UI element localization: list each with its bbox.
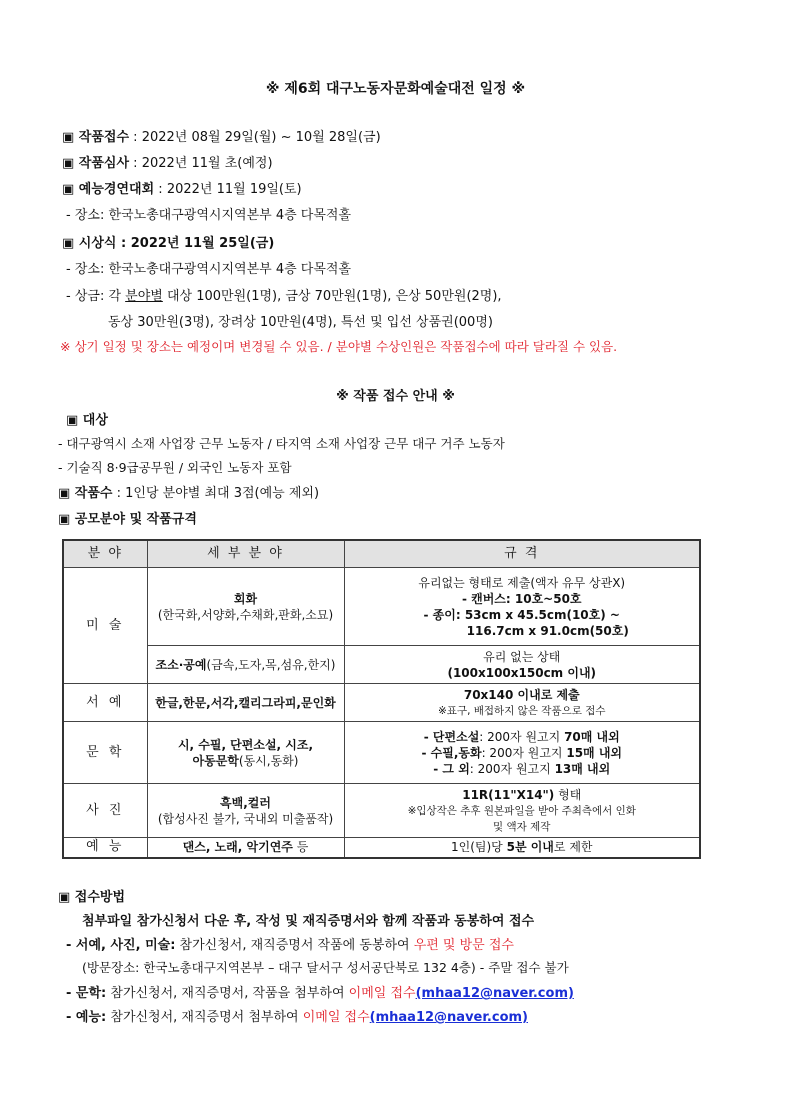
table-row [63, 568, 700, 646]
schedule-notice: ※ 상기 일정 및 장소는 예정이며 변경될 수 있음. / 분야별 수상인원은 작품접수에 따라 달라질 수 있음. [60, 339, 618, 354]
method-line4-label: - 예능: [66, 1010, 107, 1025]
detail-craft [147, 646, 344, 684]
spec-literature [344, 722, 700, 784]
photo-spec-2: ※입상작은 추후 원본파일을 받아 주최측에서 인화 [407, 804, 636, 817]
painting-name: 회화 [233, 591, 258, 606]
table-row [63, 646, 700, 684]
craft-spec-1: 유리 없는 상태 [483, 649, 561, 664]
performance-spec-a: 1인(팀)당 [451, 840, 507, 855]
detail-literature [147, 722, 344, 784]
schedule-receipt [62, 126, 381, 145]
method-line-4 [66, 1006, 528, 1025]
prize-line-1 [66, 285, 502, 304]
craft-name: 조소·공예 [155, 657, 207, 672]
award-place: - 장소: 한국노총대구광역시지역본부 4층 다목적홀 [66, 262, 352, 277]
spec-calligraphy [344, 684, 700, 722]
lit-spec-1b: : 200자 원고지 [479, 729, 565, 744]
header-category: 분 야 [63, 540, 147, 568]
prize-b: 분야별 [125, 289, 163, 304]
schedule-contest [62, 178, 302, 197]
lit-spec-3b: : 200자 원고지 [469, 761, 555, 776]
category-photo: 사 진 [63, 784, 147, 838]
literature-detail-1: 시, 수필, 단편소설, 시조, [177, 737, 314, 752]
category-calligraphy: 서 예 [63, 684, 147, 722]
lit-spec-2b: : 200자 원고지 [481, 745, 567, 760]
receipt-label: ▣ 작품접수 [62, 130, 130, 145]
review-label: ▣ 작품심사 [62, 156, 130, 171]
category-literature: 문 학 [63, 722, 147, 784]
detail-painting [147, 568, 344, 646]
method-line3-red: 이메일 접수 [348, 986, 416, 1001]
category-performance: 예 능 [63, 838, 147, 858]
detail-performance [147, 838, 344, 858]
table-row [63, 838, 700, 858]
photo-detail-2: (합성사진 불가, 국내외 미출품작) [157, 811, 334, 826]
detail-calligraphy: 한글,한문,서각,캘리그라피,문인화 [147, 684, 344, 722]
calligraphy-spec-2: ※표구, 배접하지 않은 작품으로 접수 [438, 704, 606, 717]
photo-spec-1b: 형태 [554, 787, 582, 802]
performance-spec-c: 로 제한 [553, 840, 593, 855]
count-value: : 1인당 분야별 최대 3점(예능 제외) [112, 486, 320, 501]
method-line1-label: - 서예, 사진, 미술: [66, 938, 176, 953]
method-line3-label: - 문학: [66, 986, 107, 1001]
method-line1-red: 우편 및 방문 접수 [413, 938, 514, 953]
target-2: - 기술직 8·9급공무원 / 외국인 노동자 포함 [58, 460, 292, 475]
lit-spec-2c: 15매 내외 [566, 745, 622, 760]
painting-spec-1: 유리없는 형태로 제출(액자 유무 상관X) [418, 575, 626, 590]
schedule-review [62, 152, 273, 171]
calligraphy-spec-1: 70x140 이내로 제출 [463, 687, 580, 702]
photo-spec-1a: 11R(11"X14") [462, 787, 555, 802]
header-detail: 세 부 분 야 [147, 540, 344, 568]
target-label: ▣ 대상 [66, 413, 108, 428]
lit-spec-1a: - 단편소설 [423, 729, 480, 744]
spec-painting [344, 568, 700, 646]
page-title: ※ 제6회 대구노동자문화예술대전 일정 ※ [265, 81, 526, 97]
target-1: - 대구광역시 소재 사업장 근무 노동자 / 타지역 소재 사업장 근무 대구 거주 노동자 [58, 436, 505, 451]
craft-spec-2: (100x100x150cm 이내) [447, 665, 597, 680]
photo-spec-3: 및 액자 제작 [493, 820, 551, 833]
lit-spec-1c: 70매 내외 [564, 729, 620, 744]
method-line-3 [66, 982, 574, 1001]
review-value: : 2022년 11월 초(예정) [129, 156, 273, 171]
table-row [63, 784, 700, 838]
lit-spec-2a: - 수필,동화 [421, 745, 482, 760]
lit-spec-3a: - 그 외 [433, 761, 470, 776]
receipt-value: : 2022년 08월 29일(월) ~ 10월 28일(금) [129, 130, 381, 145]
spec-performance [344, 838, 700, 858]
category-art: 미 술 [63, 568, 147, 684]
header-spec: 규 격 [344, 540, 700, 568]
spec-photo [344, 784, 700, 838]
craft-sub: (금속,도자,목,섬유,한지) [206, 657, 336, 672]
painting-spec-2: - 캔버스: 10호~50호 [461, 591, 582, 606]
method-line1-text: 참가신청서, 재직증명서 작품에 동봉하여 [175, 938, 414, 953]
photo-detail-1: 흑백,컬러 [220, 795, 271, 810]
method-line-1 [66, 934, 514, 953]
email-link-performance[interactable]: (mhaa12@naver.com) [369, 1010, 528, 1025]
contest-label: ▣ 예능경연대회 [62, 182, 155, 197]
detail-photo [147, 784, 344, 838]
table-row [63, 684, 700, 722]
painting-sub: (한국화,서양화,수채화,판화,소묘) [157, 607, 334, 622]
spec-table [62, 539, 701, 859]
contest-value: : 2022년 11월 19일(토) [154, 182, 302, 197]
guide-title: ※ 작품 접수 안내 ※ [336, 389, 455, 404]
method-label: ▣ 접수방법 [58, 890, 126, 905]
method-line4-text: 참가신청서, 재직증명서 첨부하여 [106, 1010, 303, 1025]
count-label: ▣ 작품수 [58, 486, 113, 501]
performance-detail-b: 등 [292, 840, 309, 855]
performance-detail-a: 댄스, 노래, 악기연주 [182, 840, 293, 855]
prize-line-2: 동상 30만원(3명), 장려상 10만원(4명), 특선 및 입선 상품권(00명) [108, 315, 493, 330]
literature-detail-2b: (동시,동화) [238, 753, 299, 768]
method-intro: 첨부파일 참가신청서 다운 후, 작성 및 재직증명서와 함께 작품과 동봉하여 접수 [82, 914, 535, 929]
painting-spec-4: 116.7cm x 91.0cm(50호) [466, 623, 629, 638]
painting-spec-3: - 종이: 53cm x 45.5cm(10호) ~ [423, 607, 620, 622]
prize-a: - 상금: 각 [66, 289, 126, 304]
literature-detail-2: 아동문학 [192, 753, 239, 768]
lit-spec-3c: 13매 내외 [554, 761, 611, 776]
email-link-literature[interactable]: (mhaa12@naver.com) [415, 986, 574, 1001]
method-line4-red: 이메일 접수 [302, 1010, 370, 1025]
method-line-2: (방문장소: 한국노총대구지역본부 – 대구 달서구 성서공단북로 132 4층) - 주말 접수 불가 [82, 960, 569, 975]
count-row [58, 482, 319, 501]
contest-place: - 장소: 한국노총대구광역시지역본부 4층 다목적홀 [66, 208, 352, 223]
prize-c: 대상 100만원(1명), 금상 70만원(1명), 은상 50만원(2명), [162, 289, 502, 304]
table-row [63, 722, 700, 784]
spec-label: ▣ 공모분야 및 작품규격 [58, 512, 197, 527]
award-label: ▣ 시상식 : 2022년 11월 25일(금) [62, 236, 275, 251]
performance-spec-b: 5분 이내 [506, 840, 554, 855]
method-line3-text: 참가신청서, 재직증명서, 작품을 첨부하여 [106, 986, 349, 1001]
table-header-row [63, 540, 700, 568]
spec-craft [344, 646, 700, 684]
